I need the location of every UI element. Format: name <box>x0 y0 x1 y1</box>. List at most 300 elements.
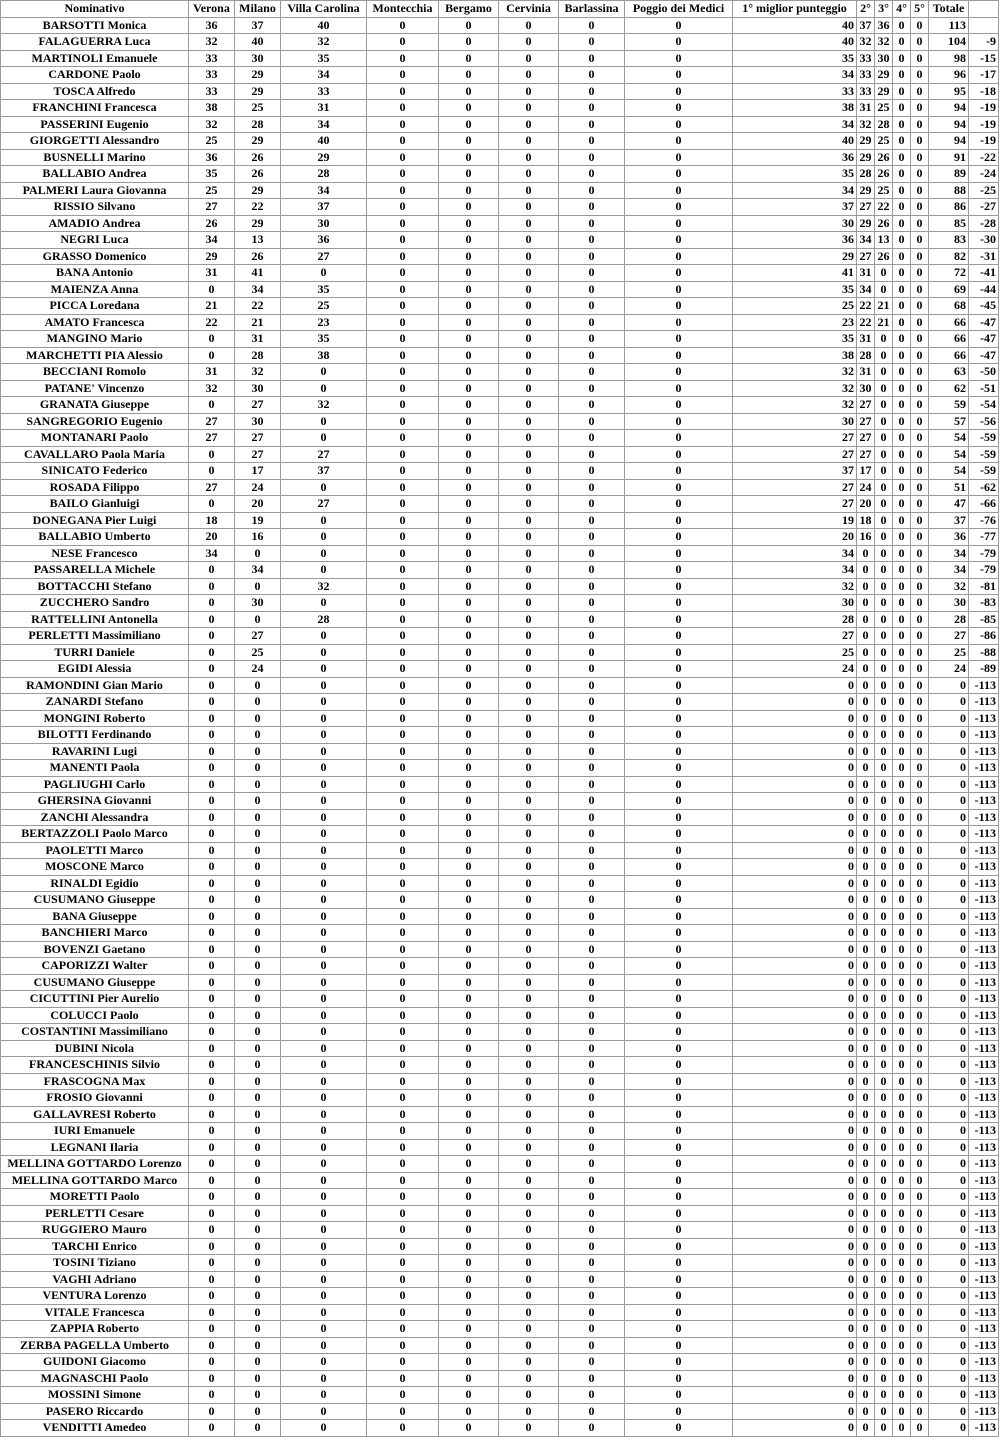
score-milano: 24 <box>235 479 281 496</box>
score-villa-carolina: 0 <box>281 1370 367 1387</box>
score-bergamo: 0 <box>439 413 499 430</box>
best-score-3: 0 <box>875 463 893 480</box>
score-bergamo: 0 <box>439 512 499 529</box>
gap-from-leader: -76 <box>969 512 999 529</box>
score-villa-carolina: 32 <box>281 397 367 414</box>
best-score-2: 33 <box>857 83 875 100</box>
best-score-4: 0 <box>893 1354 911 1371</box>
score-barlassina: 0 <box>559 694 625 711</box>
best-score-2: 0 <box>857 628 875 645</box>
score-bergamo: 0 <box>439 1156 499 1173</box>
best-score-5: 0 <box>911 215 929 232</box>
score-villa-carolina: 0 <box>281 380 367 397</box>
best-score-4: 0 <box>893 1123 911 1140</box>
score-milano: 41 <box>235 265 281 282</box>
best-score-5: 0 <box>911 116 929 133</box>
score-verona: 31 <box>189 265 235 282</box>
best-score-5: 0 <box>911 1073 929 1090</box>
best-score-1: 0 <box>733 1189 857 1206</box>
total-score: 0 <box>929 974 969 991</box>
score-montecchia: 0 <box>367 1090 439 1107</box>
gap-from-leader: -113 <box>969 1007 999 1024</box>
table-body <box>1 17 999 1436</box>
best-score-1: 0 <box>733 1420 857 1437</box>
score-poggio-dei-medici: 0 <box>625 694 733 711</box>
player-name: ZERBA PAGELLA Umberto <box>1 1337 189 1354</box>
best-score-3: 0 <box>875 595 893 612</box>
best-score-4: 0 <box>893 661 911 678</box>
best-score-2: 31 <box>857 331 875 348</box>
score-poggio-dei-medici: 0 <box>625 67 733 84</box>
score-barlassina: 0 <box>559 644 625 661</box>
score-poggio-dei-medici: 0 <box>625 908 733 925</box>
best-score-3: 26 <box>875 149 893 166</box>
score-bergamo: 0 <box>439 859 499 876</box>
score-villa-carolina: 0 <box>281 1304 367 1321</box>
score-barlassina: 0 <box>559 364 625 381</box>
best-score-2: 28 <box>857 347 875 364</box>
score-cervinia: 0 <box>499 479 559 496</box>
score-barlassina: 0 <box>559 430 625 447</box>
best-score-3: 0 <box>875 545 893 562</box>
gap-from-leader: -113 <box>969 842 999 859</box>
score-villa-carolina: 0 <box>281 661 367 678</box>
score-barlassina: 0 <box>559 413 625 430</box>
score-cervinia: 0 <box>499 463 559 480</box>
table-row <box>1 859 999 876</box>
total-score: 34 <box>929 562 969 579</box>
player-name: PALMERI Laura Giovanna <box>1 182 189 199</box>
score-barlassina: 0 <box>559 677 625 694</box>
best-score-1: 37 <box>733 199 857 216</box>
gap-from-leader: -59 <box>969 446 999 463</box>
best-score-5: 0 <box>911 1139 929 1156</box>
best-score-3: 0 <box>875 875 893 892</box>
score-montecchia: 0 <box>367 1288 439 1305</box>
score-villa-carolina: 0 <box>281 1205 367 1222</box>
best-score-3: 0 <box>875 529 893 546</box>
total-score: 66 <box>929 314 969 331</box>
score-verona: 36 <box>189 149 235 166</box>
score-barlassina: 0 <box>559 1337 625 1354</box>
player-name: MONGINI Roberto <box>1 710 189 727</box>
score-barlassina: 0 <box>559 842 625 859</box>
table-row <box>1 743 999 760</box>
player-name: TOSCA Alfredo <box>1 83 189 100</box>
score-verona: 0 <box>189 446 235 463</box>
score-villa-carolina: 0 <box>281 892 367 909</box>
best-score-3: 0 <box>875 677 893 694</box>
player-name: MANGINO Mario <box>1 331 189 348</box>
table-row <box>1 1255 999 1272</box>
best-score-2: 0 <box>857 1205 875 1222</box>
total-score: 0 <box>929 1057 969 1074</box>
best-score-1: 28 <box>733 611 857 628</box>
best-score-4: 0 <box>893 1222 911 1239</box>
score-montecchia: 0 <box>367 100 439 117</box>
score-cervinia: 0 <box>499 1040 559 1057</box>
best-score-1: 34 <box>733 562 857 579</box>
score-verona: 33 <box>189 67 235 84</box>
total-score: 0 <box>929 1354 969 1371</box>
score-poggio-dei-medici: 0 <box>625 529 733 546</box>
score-bergamo: 0 <box>439 611 499 628</box>
score-poggio-dei-medici: 0 <box>625 941 733 958</box>
best-score-4: 0 <box>893 991 911 1008</box>
gap-from-leader: -113 <box>969 1057 999 1074</box>
best-score-3: 0 <box>875 1288 893 1305</box>
best-score-2: 0 <box>857 578 875 595</box>
score-villa-carolina: 34 <box>281 67 367 84</box>
score-milano: 27 <box>235 446 281 463</box>
score-verona: 0 <box>189 331 235 348</box>
player-name: CUSUMANO Giuseppe <box>1 892 189 909</box>
score-verona: 0 <box>189 1123 235 1140</box>
score-montecchia: 0 <box>367 1354 439 1371</box>
score-villa-carolina: 0 <box>281 1073 367 1090</box>
total-score: 24 <box>929 661 969 678</box>
best-score-4: 0 <box>893 529 911 546</box>
score-poggio-dei-medici: 0 <box>625 611 733 628</box>
total-score: 62 <box>929 380 969 397</box>
score-milano: 0 <box>235 1007 281 1024</box>
score-milano: 0 <box>235 1255 281 1272</box>
score-cervinia: 0 <box>499 232 559 249</box>
score-verona: 0 <box>189 496 235 513</box>
score-bergamo: 0 <box>439 892 499 909</box>
header-montecchia: Montecchia <box>367 1 439 18</box>
best-score-5: 0 <box>911 908 929 925</box>
score-cervinia: 0 <box>499 215 559 232</box>
table-row <box>1 1304 999 1321</box>
score-villa-carolina: 0 <box>281 1057 367 1074</box>
score-villa-carolina: 0 <box>281 562 367 579</box>
score-poggio-dei-medici: 0 <box>625 826 733 843</box>
table-row <box>1 710 999 727</box>
score-montecchia: 0 <box>367 1370 439 1387</box>
best-score-3: 0 <box>875 265 893 282</box>
score-montecchia: 0 <box>367 760 439 777</box>
score-montecchia: 0 <box>367 908 439 925</box>
best-score-5: 0 <box>911 1304 929 1321</box>
score-milano: 0 <box>235 1304 281 1321</box>
score-montecchia: 0 <box>367 281 439 298</box>
best-score-5: 0 <box>911 628 929 645</box>
score-villa-carolina: 23 <box>281 314 367 331</box>
total-score: 0 <box>929 793 969 810</box>
score-barlassina: 0 <box>559 298 625 315</box>
player-name: BILOTTI Ferdinando <box>1 727 189 744</box>
score-bergamo: 0 <box>439 1321 499 1338</box>
score-montecchia: 0 <box>367 166 439 183</box>
score-montecchia: 0 <box>367 1007 439 1024</box>
gap-from-leader: -19 <box>969 116 999 133</box>
best-score-2: 0 <box>857 1337 875 1354</box>
best-score-3: 0 <box>875 397 893 414</box>
best-score-5: 0 <box>911 364 929 381</box>
score-cervinia: 0 <box>499 1337 559 1354</box>
score-villa-carolina: 0 <box>281 925 367 942</box>
score-montecchia: 0 <box>367 578 439 595</box>
score-poggio-dei-medici: 0 <box>625 1403 733 1420</box>
score-verona: 0 <box>189 1205 235 1222</box>
best-score-1: 0 <box>733 727 857 744</box>
score-verona: 0 <box>189 1288 235 1305</box>
table-row <box>1 1090 999 1107</box>
table-row <box>1 347 999 364</box>
total-score: 0 <box>929 842 969 859</box>
best-score-3: 0 <box>875 661 893 678</box>
score-montecchia: 0 <box>367 1337 439 1354</box>
best-score-1: 0 <box>733 1139 857 1156</box>
score-bergamo: 0 <box>439 1403 499 1420</box>
best-score-4: 0 <box>893 413 911 430</box>
score-milano: 0 <box>235 1288 281 1305</box>
best-score-1: 32 <box>733 380 857 397</box>
best-score-5: 0 <box>911 1403 929 1420</box>
best-score-4: 0 <box>893 17 911 34</box>
player-name: RUGGIERO Mauro <box>1 1222 189 1239</box>
table-row <box>1 479 999 496</box>
score-poggio-dei-medici: 0 <box>625 661 733 678</box>
best-score-2: 0 <box>857 1420 875 1437</box>
best-score-4: 0 <box>893 1139 911 1156</box>
gap-from-leader: -113 <box>969 1205 999 1222</box>
gap-from-leader: -113 <box>969 743 999 760</box>
best-score-2: 0 <box>857 991 875 1008</box>
score-cervinia: 0 <box>499 364 559 381</box>
score-cervinia: 0 <box>499 67 559 84</box>
score-cervinia: 0 <box>499 83 559 100</box>
table-row <box>1 430 999 447</box>
best-score-1: 24 <box>733 661 857 678</box>
best-score-3: 0 <box>875 1222 893 1239</box>
score-barlassina: 0 <box>559 776 625 793</box>
score-villa-carolina: 0 <box>281 479 367 496</box>
score-poggio-dei-medici: 0 <box>625 1189 733 1206</box>
score-villa-carolina: 0 <box>281 1271 367 1288</box>
best-score-2: 34 <box>857 232 875 249</box>
best-score-4: 0 <box>893 743 911 760</box>
best-score-5: 0 <box>911 430 929 447</box>
gap-from-leader: -27 <box>969 199 999 216</box>
score-montecchia: 0 <box>367 925 439 942</box>
best-score-4: 0 <box>893 1106 911 1123</box>
best-score-1: 27 <box>733 446 857 463</box>
score-verona: 0 <box>189 1024 235 1041</box>
score-barlassina: 0 <box>559 743 625 760</box>
score-verona: 0 <box>189 1420 235 1437</box>
player-name: CAVALLARO Paola Maria <box>1 446 189 463</box>
score-milano: 29 <box>235 215 281 232</box>
score-milano: 34 <box>235 281 281 298</box>
score-milano: 0 <box>235 875 281 892</box>
table-row <box>1 1354 999 1371</box>
best-score-4: 0 <box>893 496 911 513</box>
best-score-2: 27 <box>857 199 875 216</box>
score-poggio-dei-medici: 0 <box>625 347 733 364</box>
table-row <box>1 941 999 958</box>
total-score: 54 <box>929 430 969 447</box>
score-cervinia: 0 <box>499 116 559 133</box>
score-poggio-dei-medici: 0 <box>625 1255 733 1272</box>
score-poggio-dei-medici: 0 <box>625 677 733 694</box>
total-score: 63 <box>929 364 969 381</box>
gap-from-leader: -79 <box>969 562 999 579</box>
header-poggio-dei-medici: Poggio dei Medici <box>625 1 733 18</box>
best-score-1: 0 <box>733 892 857 909</box>
score-cervinia: 0 <box>499 776 559 793</box>
best-score-4: 0 <box>893 1403 911 1420</box>
best-score-2: 0 <box>857 1387 875 1404</box>
score-verona: 27 <box>189 479 235 496</box>
score-montecchia: 0 <box>367 1238 439 1255</box>
best-score-3: 0 <box>875 1090 893 1107</box>
table-row <box>1 1222 999 1239</box>
score-montecchia: 0 <box>367 199 439 216</box>
total-score: 0 <box>929 1304 969 1321</box>
gap-from-leader: -113 <box>969 1288 999 1305</box>
score-montecchia: 0 <box>367 512 439 529</box>
gap-from-leader: -15 <box>969 50 999 67</box>
best-score-5: 0 <box>911 1387 929 1404</box>
best-score-1: 25 <box>733 298 857 315</box>
table-row <box>1 529 999 546</box>
player-name: RISSIO Silvano <box>1 199 189 216</box>
best-score-1: 0 <box>733 809 857 826</box>
score-montecchia: 0 <box>367 34 439 51</box>
best-score-3: 0 <box>875 479 893 496</box>
best-score-2: 0 <box>857 1354 875 1371</box>
score-barlassina: 0 <box>559 479 625 496</box>
player-name: IURI Emanuele <box>1 1123 189 1140</box>
score-montecchia: 0 <box>367 1321 439 1338</box>
best-score-1: 0 <box>733 826 857 843</box>
player-name: BANCHIERI Marco <box>1 925 189 942</box>
header-score-5: 5° <box>911 1 929 18</box>
best-score-5: 0 <box>911 545 929 562</box>
table-row <box>1 116 999 133</box>
best-score-5: 0 <box>911 644 929 661</box>
table-row <box>1 1024 999 1041</box>
score-verona: 26 <box>189 215 235 232</box>
score-barlassina: 0 <box>559 1172 625 1189</box>
score-verona: 0 <box>189 628 235 645</box>
best-score-2: 37 <box>857 17 875 34</box>
table-row <box>1 1238 999 1255</box>
best-score-5: 0 <box>911 413 929 430</box>
score-verona: 0 <box>189 859 235 876</box>
table-row <box>1 1040 999 1057</box>
best-score-5: 0 <box>911 248 929 265</box>
score-poggio-dei-medici: 0 <box>625 562 733 579</box>
score-villa-carolina: 0 <box>281 1189 367 1206</box>
score-villa-carolina: 0 <box>281 1321 367 1338</box>
best-score-5: 0 <box>911 826 929 843</box>
player-name: RINALDI Egidio <box>1 875 189 892</box>
best-score-3: 0 <box>875 281 893 298</box>
score-montecchia: 0 <box>367 83 439 100</box>
score-milano: 0 <box>235 941 281 958</box>
total-score: 94 <box>929 116 969 133</box>
best-score-4: 0 <box>893 925 911 942</box>
score-bergamo: 0 <box>439 578 499 595</box>
score-poggio-dei-medici: 0 <box>625 380 733 397</box>
best-score-3: 0 <box>875 793 893 810</box>
score-poggio-dei-medici: 0 <box>625 116 733 133</box>
score-cervinia: 0 <box>499 562 559 579</box>
header-milano: Milano <box>235 1 281 18</box>
gap-from-leader: -113 <box>969 1172 999 1189</box>
player-name: BANA Antonio <box>1 265 189 282</box>
score-villa-carolina: 32 <box>281 34 367 51</box>
score-poggio-dei-medici: 0 <box>625 34 733 51</box>
best-score-3: 0 <box>875 908 893 925</box>
table-row <box>1 1288 999 1305</box>
score-cervinia: 0 <box>499 529 559 546</box>
header-bergamo: Bergamo <box>439 1 499 18</box>
player-name: LEGNANI Ilaria <box>1 1139 189 1156</box>
score-villa-carolina: 0 <box>281 1354 367 1371</box>
gap-from-leader: -41 <box>969 265 999 282</box>
score-poggio-dei-medici: 0 <box>625 133 733 150</box>
score-villa-carolina: 0 <box>281 859 367 876</box>
player-name: DUBINI Nicola <box>1 1040 189 1057</box>
best-score-2: 0 <box>857 776 875 793</box>
gap-from-leader: -113 <box>969 1024 999 1041</box>
score-bergamo: 0 <box>439 1238 499 1255</box>
table-row <box>1 100 999 117</box>
score-bergamo: 0 <box>439 1337 499 1354</box>
best-score-2: 0 <box>857 743 875 760</box>
score-montecchia: 0 <box>367 776 439 793</box>
score-poggio-dei-medici: 0 <box>625 232 733 249</box>
table-row <box>1 727 999 744</box>
score-barlassina: 0 <box>559 1205 625 1222</box>
best-score-4: 0 <box>893 875 911 892</box>
score-verona: 0 <box>189 1106 235 1123</box>
score-barlassina: 0 <box>559 925 625 942</box>
best-score-3: 0 <box>875 1304 893 1321</box>
gap-from-leader: -77 <box>969 529 999 546</box>
best-score-1: 0 <box>733 1057 857 1074</box>
score-cervinia: 0 <box>499 1255 559 1272</box>
best-score-3: 0 <box>875 1354 893 1371</box>
best-score-4: 0 <box>893 793 911 810</box>
score-poggio-dei-medici: 0 <box>625 892 733 909</box>
score-barlassina: 0 <box>559 265 625 282</box>
score-montecchia: 0 <box>367 809 439 826</box>
player-name: GRASSO Domenico <box>1 248 189 265</box>
best-score-5: 0 <box>911 892 929 909</box>
score-poggio-dei-medici: 0 <box>625 710 733 727</box>
best-score-1: 38 <box>733 347 857 364</box>
score-milano: 0 <box>235 1222 281 1239</box>
player-name: BOVENZI Gaetano <box>1 941 189 958</box>
score-cervinia: 0 <box>499 595 559 612</box>
score-milano: 0 <box>235 1354 281 1371</box>
score-milano: 0 <box>235 892 281 909</box>
player-name: EGIDI Alessia <box>1 661 189 678</box>
gap-from-leader: -113 <box>969 1321 999 1338</box>
score-verona: 0 <box>189 1090 235 1107</box>
best-score-4: 0 <box>893 298 911 315</box>
best-score-1: 35 <box>733 331 857 348</box>
best-score-4: 0 <box>893 446 911 463</box>
score-cervinia: 0 <box>499 1222 559 1239</box>
gap-from-leader: -113 <box>969 1387 999 1404</box>
score-poggio-dei-medici: 0 <box>625 265 733 282</box>
